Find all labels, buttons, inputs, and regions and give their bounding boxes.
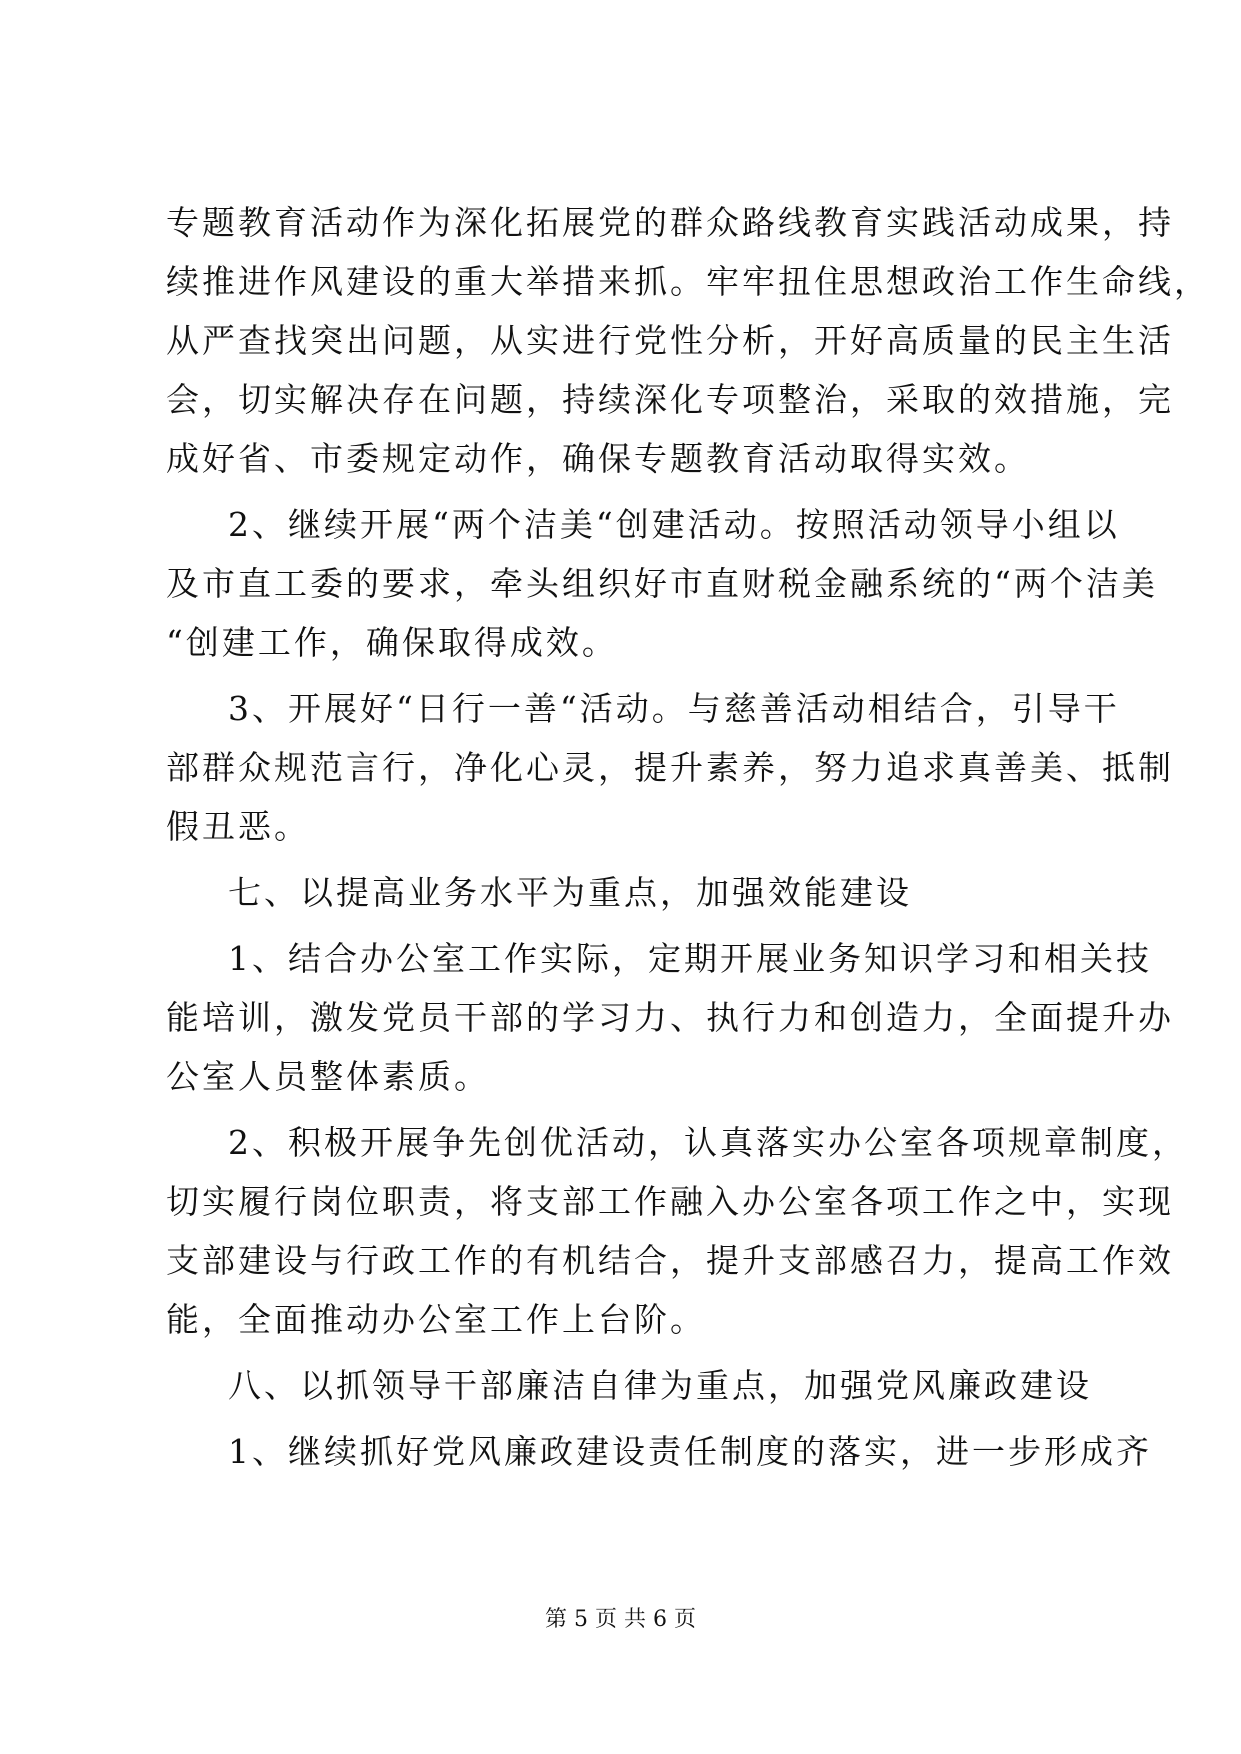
body-text-line: 续推进作风建设的重大举措来抓。牢牢扭住思想政治工作生命线， [166,262,1210,301]
body-text-line: 成好省、市委规定动作，确保专题教育活动取得实效。 [166,439,1030,478]
section-heading: 七、以提高业务水平为重点，加强效能建设 [228,873,912,912]
body-text-line: 支部建设与行政工作的有机结合，提升支部感召力，提高工作效 [166,1241,1174,1280]
body-text-line: “创建工作，确保取得成效。 [166,623,618,662]
body-text-line: 切实履行岗位职责，将支部工作融入办公室各项工作之中，实现 [166,1182,1174,1221]
paragraph-start-line: 1、结合办公室工作实际，定期开展业务知识学习和相关技 [228,939,1152,978]
body-text-line: 专题教育活动作为深化拓展党的群众路线教育实践活动成果，持 [166,203,1174,242]
section-heading: 八、以抓领导干部廉洁自律为重点，加强党风廉政建设 [228,1366,1092,1405]
paragraph-start-line: 2、继续开展“两个洁美“创建活动。按照活动领导小组以 [228,505,1120,544]
body-text-line: 假丑恶。 [166,807,310,846]
paragraph-start-line: 2、积极开展争先创优活动，认真落实办公室各项规章制度， [228,1123,1188,1162]
body-text-line: 从严查找突出问题，从实进行党性分析，开好高质量的民主生活 [166,321,1174,360]
body-text-line: 能培训，激发党员干部的学习力、执行力和创造力，全面提升办 [166,998,1174,1037]
body-text-line: 部群众规范言行，净化心灵，提升素养，努力追求真善美、抵制 [166,748,1174,787]
page-number-footer: 第 5 页 共 6 页 [545,1607,696,1632]
body-text-line: 公室人员整体素质。 [166,1057,490,1096]
paragraph-start-line: 3、开展好“日行一善“活动。与慈善活动相结合，引导干 [228,689,1120,728]
paragraph-start-line: 1、继续抓好党风廉政建设责任制度的落实，进一步形成齐 [228,1432,1152,1471]
body-text-line: 及市直工委的要求，牵头组织好市直财税金融系统的“两个洁美 [166,564,1158,603]
body-text-line: 能，全面推动办公室工作上台阶。 [166,1300,706,1339]
body-text-line: 会，切实解决存在问题，持续深化专项整治，采取的效措施，完 [166,380,1174,419]
